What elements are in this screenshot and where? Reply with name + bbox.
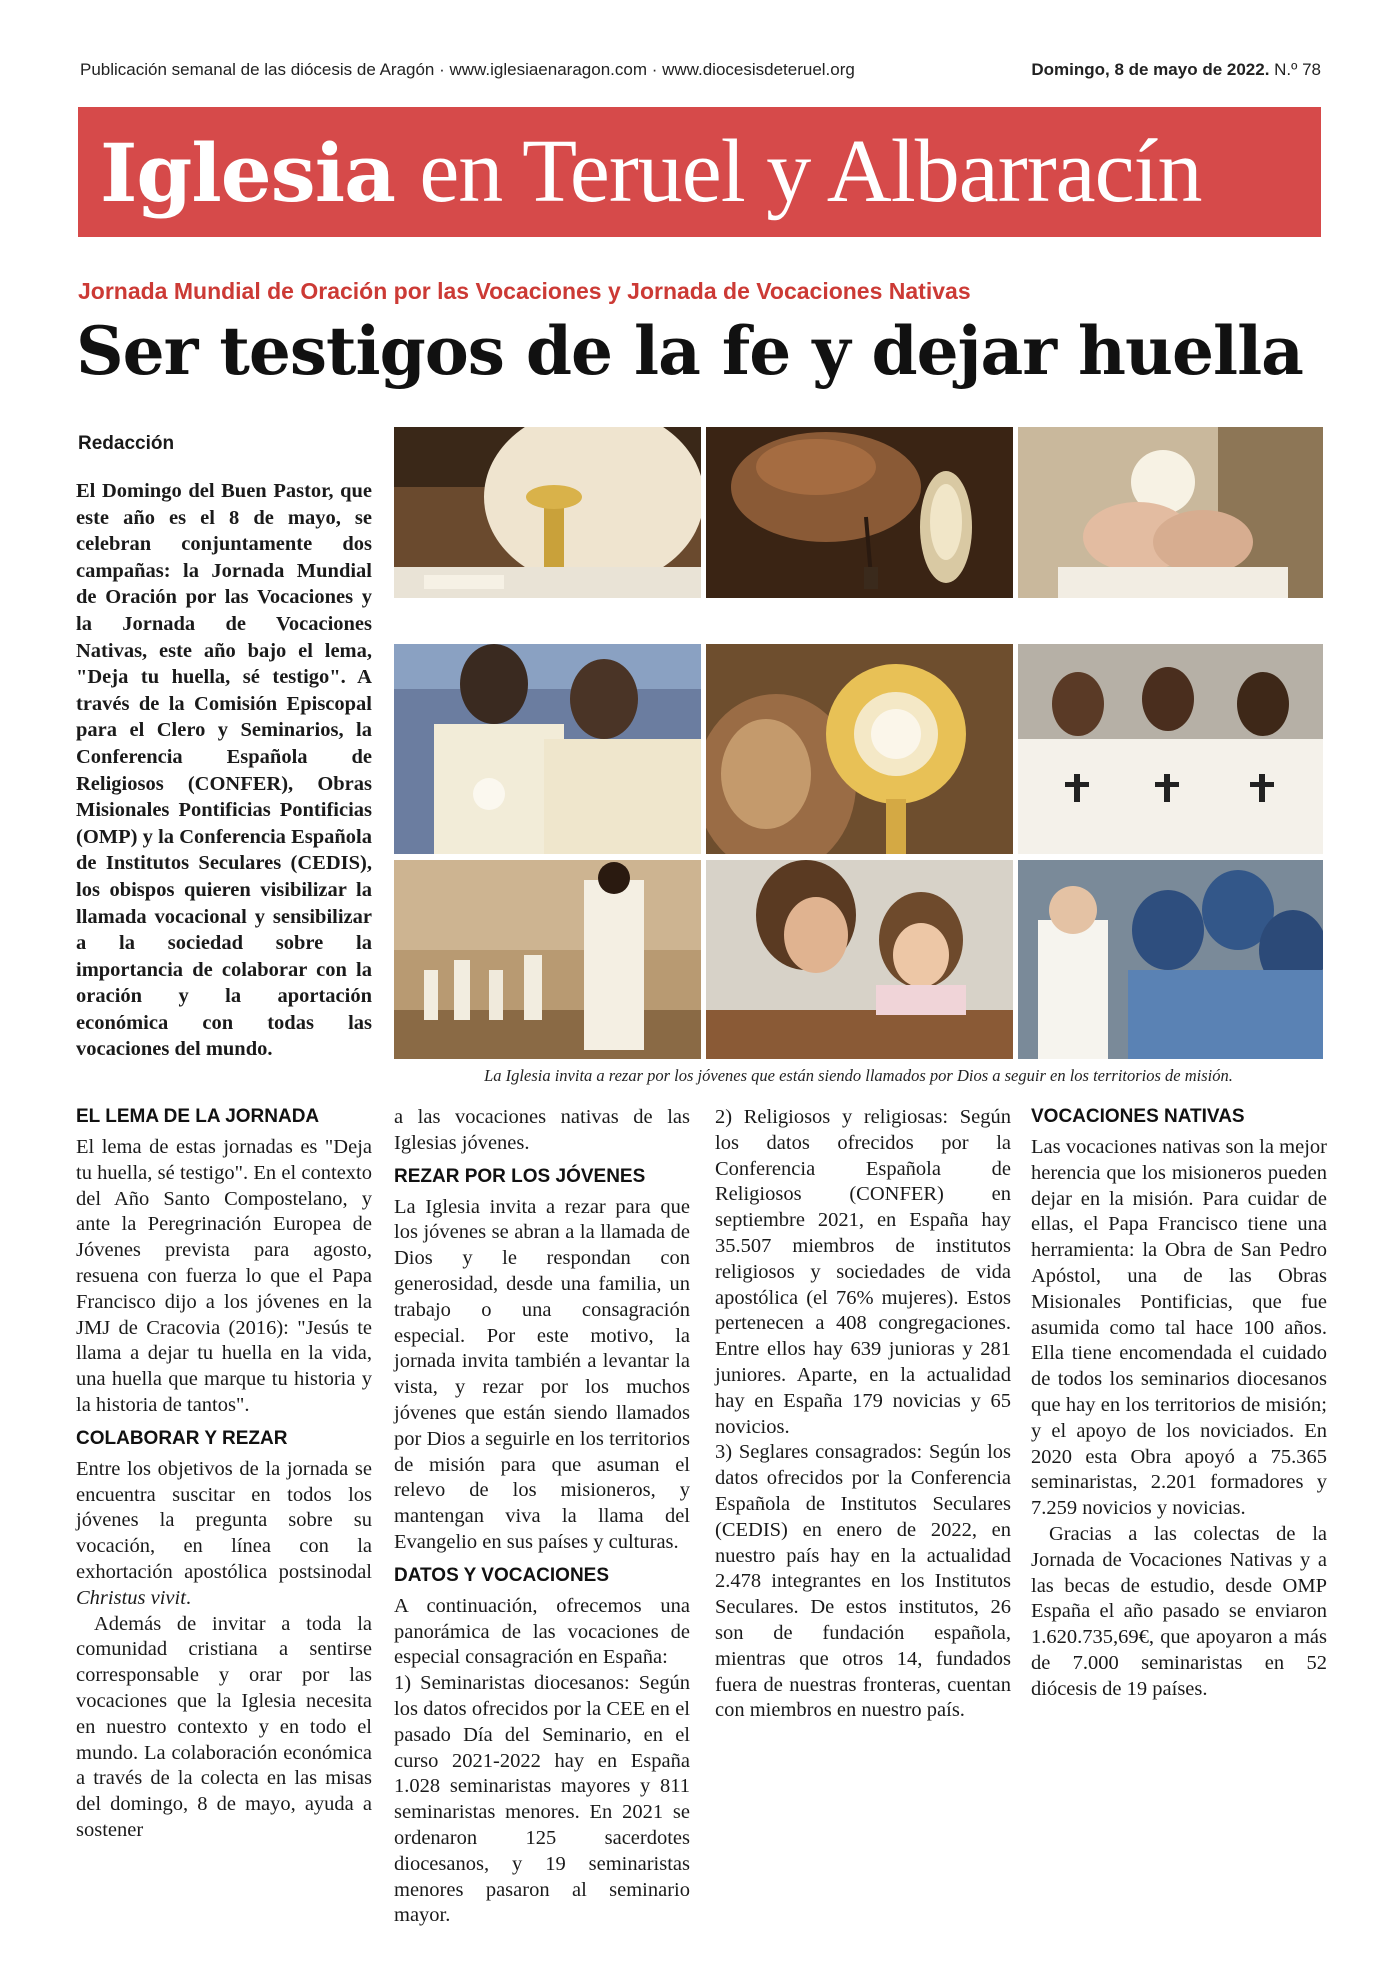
photo-caption: La Iglesia invita a rezar por los jóvenes que están siendo llamados por Dios a seguir en los territorios de misión. xyxy=(484,1066,1233,1085)
section-heading-lema: EL LEMA DE LA JORNADA xyxy=(76,1106,320,1127)
article-byline: Redacción xyxy=(78,433,175,454)
colaborar-text-a: Entre los objetivos de la jornada se encuentra suscitar en todos los jóvenes la pregunta sobre su vocación, en línea con la exhortación apostólica postsinodal xyxy=(76,1457,372,1583)
photo-pope-sisters xyxy=(1018,860,1323,1059)
datos-item-2: 2) Religiosos y religiosas: Según los datos ofrecidos por la Conferencia Española de Religiosos (CONFER) en septiembre 2021, en España hay 35.507 miembros de institutos religiosos y sociedades de vida apostólica (el 76% mujeres). Estos pertenecen a 408 congregaciones. Entre ellos hay 639 junioras y 281 juniores. Aparte, en la actualidad hay en España 179 novicias y 65 novicios. xyxy=(715,1106,1011,1438)
issue-number: N.º 78 xyxy=(1274,60,1321,79)
section-text-datos: A continuación, ofrecemos una panorámica de las vocaciones de especial consagración en España: xyxy=(394,1594,690,1669)
section-heading-datos: DATOS Y VOCACIONES xyxy=(394,1564,610,1586)
photo-procession xyxy=(394,860,701,1059)
masthead-title-bold: Iglesia xyxy=(100,126,395,220)
column-4 xyxy=(1031,1105,1327,1703)
datos-item-1: 1) Seminaristas diocesanos: Según los datos ofrecidos por la CEE en el pasado Día del Seminario, en el curso 2021-2022 hay en España 1.028 seminaristas mayores y 811 seminaristas menores. En 2021 se ordenaron 125 sacerdotes diocesanos, y 19 seminaristas menores pasaron al seminario mayor. xyxy=(394,1672,690,1927)
continuation-text: a las vocaciones nativas de las Iglesias jóvenes. xyxy=(394,1106,690,1154)
publication-info: Publicación semanal de las diócesis de Aragón · www.iglesiaenaragon.com · www.diocesisdeteruel.org xyxy=(80,60,855,79)
column-1 xyxy=(76,1105,372,1844)
date-text: Domingo, 8 de mayo de 2022. xyxy=(1031,60,1270,79)
photo-novices-smiling xyxy=(1018,644,1323,854)
section-text-rezar: La Iglesia invita a rezar para que los jóvenes se abran a la llamada de Dios y le respondan con generosidad, desde una familia, un trabajo o una consagración especial. Por este motivo, la jornada invita también a levantar la vista, y rezar por los muchos jóvenes que están siendo llamados por Dios a seguirle en los territorios de misión para que asuman el relevo de los misioneros, y mantengan viva la llama del Evangelio en sus países y culturas. xyxy=(394,1195,690,1553)
colaborar-text-b: . xyxy=(185,1586,192,1609)
section-text-colaborar xyxy=(76,1457,372,1612)
photo-priest-chalice xyxy=(394,427,701,598)
column-2 xyxy=(394,1105,690,1929)
photo-hands-rosary xyxy=(706,427,1013,598)
section-text-colaborar-2: Además de invitar a toda la comunidad cristiana a sentirse corresponsable y orar por las vocaciones que la Iglesia necesita en nuestro contexto y en todo el mundo. La colaboración económica a través de la colecta en las misas del domingo, 8 de mayo, ayuda a sostener xyxy=(76,1612,372,1841)
publication-header xyxy=(80,56,1321,84)
issue-date xyxy=(1031,60,1321,80)
photo-monstrance xyxy=(706,644,1013,854)
section-heading-nativas: VOCACIONES NATIVAS xyxy=(1031,1106,1245,1127)
photo-host-elevation xyxy=(1018,427,1323,598)
section-text-nativas-2: Gracias a las colectas de la Jornada de Vocaciones Nativas y a las becas de estudio, desde OMP España el año pasado se enviaron 1.620.735,69€, que apoyaron a más de 7.000 seminaristas en 52 diócesis de 19 países. xyxy=(1031,1522,1327,1700)
photo-grid xyxy=(394,427,1323,1059)
colaborar-emphasis: Christus vivit xyxy=(76,1586,186,1609)
masthead-title xyxy=(100,117,1202,229)
article-headline: Ser testigos de la fe y dejar huella xyxy=(76,312,1303,390)
column-3 xyxy=(715,1105,1011,1724)
masthead xyxy=(78,107,1321,237)
section-text-nativas: Las vocaciones nativas son la mejor herencia que los misioneros pueden dejar en la misión. Para cuidar de ellas, el Papa Francisco tiene una herramienta: la Obra de San Pedro Apóstol, una de las Obras Misionales Pontificias, que fue asumida como tal hace 100 años. Ella tiene encomendada el cuidado de todos los seminarios diocesanos que hay en los territorios de misión; y el apoyo de los noviciados. En 2020 esta Obra apoyó a 75.365 seminaristas, 2.201 formadores y 7.259 novicios y novicias. xyxy=(1031,1136,1327,1520)
article-lead: El Domingo del Buen Pastor, que este año es el 8 de mayo, se celebran conjuntamente dos campañas: la Jornada Mundial de Oración por las Vocaciones y la Jornada de Vocaciones Nativas, este año bajo el lema, "Deja tu huella, sé testigo". A través de la Comisión Episcopal para el Clero y Seminarios, la Conferencia Española de Religiosos (CONFER), Obras Misionales Pontificias Pontificias (OMP) y la Conferencia Española de Institutos Seculares (CEDIS), los obispos quieren visibilizar la llamada vocacional y sensibilizar a la sociedad sobre la importancia de colaborar con la oración y la aportación económica con todas las vocaciones del mundo. xyxy=(76,480,372,1061)
photo-african-priests xyxy=(394,644,701,854)
article-kicker: Jornada Mundial de Oración por las Vocaciones y Jornada de Vocaciones Nativas xyxy=(78,278,971,304)
masthead-title-rest: en Teruel y Albarracín xyxy=(419,122,1202,221)
section-text-lema: El lema de estas jornadas es "Deja tu huella, sé testigo". En el contexto del Año Santo Compostelano, y ante la Peregrinación Europea de Jóvenes prevista para agosto, resuena con fuerza lo que el Papa Francisco dijo a los jóvenes en la JMJ de Cracovia (2016): "Jesús te llama a dejar tu huella en la vida, una huella que marque tu historia y la historia de tantos". xyxy=(76,1136,372,1416)
section-heading-rezar: REZAR POR LOS JÓVENES xyxy=(394,1165,646,1187)
photo-mother-daughter xyxy=(706,860,1013,1059)
section-heading-colaborar: COLABORAR Y REZAR xyxy=(76,1427,288,1449)
datos-item-3: 3) Seglares consagrados: Según los datos ofrecidos por la Conferencia Española de Institutos Seculares (CEDIS) en enero de 2022, en nuestro país hay en la actualidad 2.478 integrantes en los Institutos Seculares. De estos institutos, 26 son de fundación española, mientras que otros 14, fundados fuera de nuestras fronteras, cuentan con miembros en nuestro país. xyxy=(715,1441,1011,1722)
